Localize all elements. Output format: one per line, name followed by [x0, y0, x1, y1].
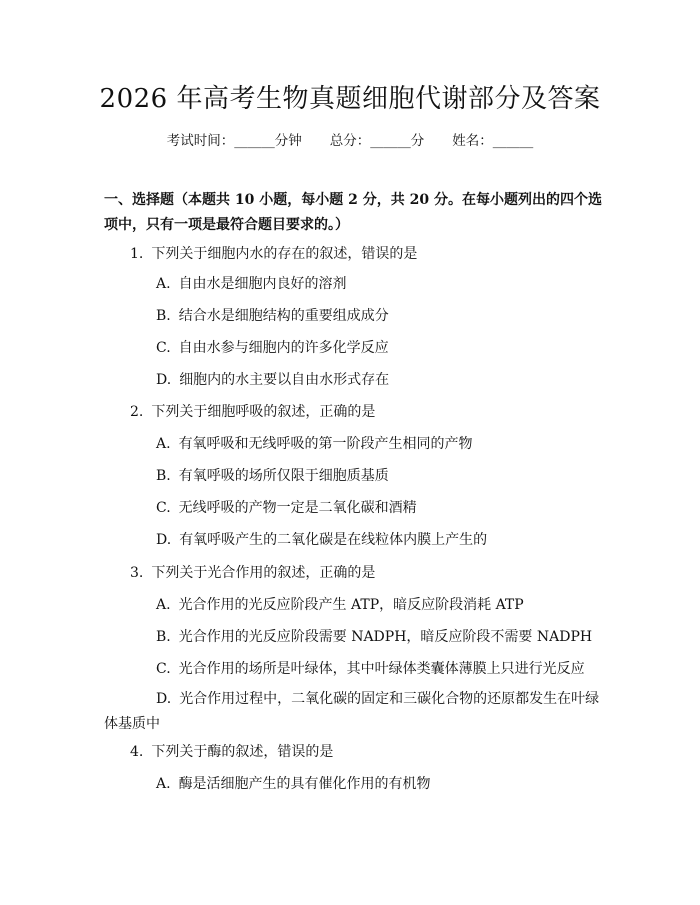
option-letter: B. — [156, 468, 171, 484]
option-letter: C. — [156, 340, 171, 356]
question-1-option-a — [156, 273, 616, 295]
question-1-option-d — [156, 369, 616, 391]
question-3-option-d — [104, 687, 606, 737]
option-text: 光合作用的场所是叶绿体，其中叶绿体类囊体薄膜上只进行光反应 — [178, 661, 585, 677]
option-text: 无线呼吸的产物一定是二氧化碳和酒精 — [178, 500, 417, 516]
option-letter: D. — [156, 372, 172, 388]
question-number: 1. — [130, 246, 144, 262]
question-3 — [130, 562, 600, 584]
question-3-option-c — [156, 658, 616, 680]
question-4 — [130, 741, 600, 763]
exam-meta — [0, 131, 700, 151]
option-text: 光合作用过程中，二氧化碳的固定和三碳化合物的还原都发生在叶绿体基质中 — [104, 691, 600, 732]
option-letter: C. — [156, 661, 171, 677]
question-1 — [130, 243, 600, 265]
name-field: 姓名：______ — [452, 133, 534, 149]
option-text: 有氧呼吸产生的二氧化碳是在线粒体内膜上产生的 — [179, 532, 488, 548]
option-letter: B. — [156, 629, 171, 645]
question-stem: 下列关于酶的叙述，错误的是 — [151, 744, 334, 760]
option-text: 有氧呼吸和无线呼吸的第一阶段产生相同的产物 — [178, 436, 473, 452]
question-3-option-a — [156, 594, 616, 616]
question-3-option-b — [156, 626, 616, 648]
option-letter: D. — [156, 532, 172, 548]
question-stem: 下列关于光合作用的叙述，正确的是 — [151, 565, 376, 581]
option-letter: B. — [156, 308, 171, 324]
option-letter: C. — [156, 500, 171, 516]
option-text: 自由水参与细胞内的许多化学反应 — [178, 340, 389, 356]
option-text: 结合水是细胞结构的重要组成成分 — [178, 308, 389, 324]
option-text: 有氧呼吸的场所仅限于细胞质基质 — [178, 468, 389, 484]
exam-time-field: 考试时间：______分钟 — [166, 133, 302, 149]
option-letter: D. — [156, 691, 172, 707]
question-1-option-b — [156, 305, 616, 327]
question-2-option-d — [156, 529, 616, 551]
page-title: 2026 年高考生物真题细胞代谢部分及答案 — [99, 84, 601, 114]
question-number: 2. — [130, 404, 144, 420]
option-letter: A. — [156, 776, 171, 792]
question-2-option-c — [156, 497, 616, 519]
option-text: 光合作用的光反应阶段产生 ATP，暗反应阶段消耗 ATP — [178, 597, 524, 613]
question-2-option-a — [156, 433, 616, 455]
question-2 — [130, 401, 600, 423]
question-stem: 下列关于细胞呼吸的叙述，正确的是 — [151, 404, 376, 420]
option-text: 细胞内的水主要以自由水形式存在 — [179, 372, 390, 388]
question-4-option-a — [156, 773, 616, 795]
option-letter: A. — [156, 436, 171, 452]
question-number: 4. — [130, 744, 144, 760]
option-text: 光合作用的光反应阶段需要 NADPH，暗反应阶段不需要 NADPH — [178, 629, 593, 645]
section-heading: 一、选择题（本题共 10 小题，每小题 2 分，共 20 分。在每小题列出的四个选项中，只有一项是最符合题目要求的。） — [104, 192, 602, 233]
option-letter: A. — [156, 276, 171, 292]
option-text: 酶是活细胞产生的具有催化作用的有机物 — [178, 776, 431, 792]
option-text: 自由水是细胞内良好的溶剂 — [178, 276, 347, 292]
question-number: 3. — [130, 565, 144, 581]
total-score-field: 总分：______分 — [329, 133, 425, 149]
question-2-option-b — [156, 465, 616, 487]
option-letter: A. — [156, 597, 171, 613]
question-1-option-c — [156, 337, 616, 359]
question-stem: 下列关于细胞内水的存在的叙述，错误的是 — [151, 246, 418, 262]
